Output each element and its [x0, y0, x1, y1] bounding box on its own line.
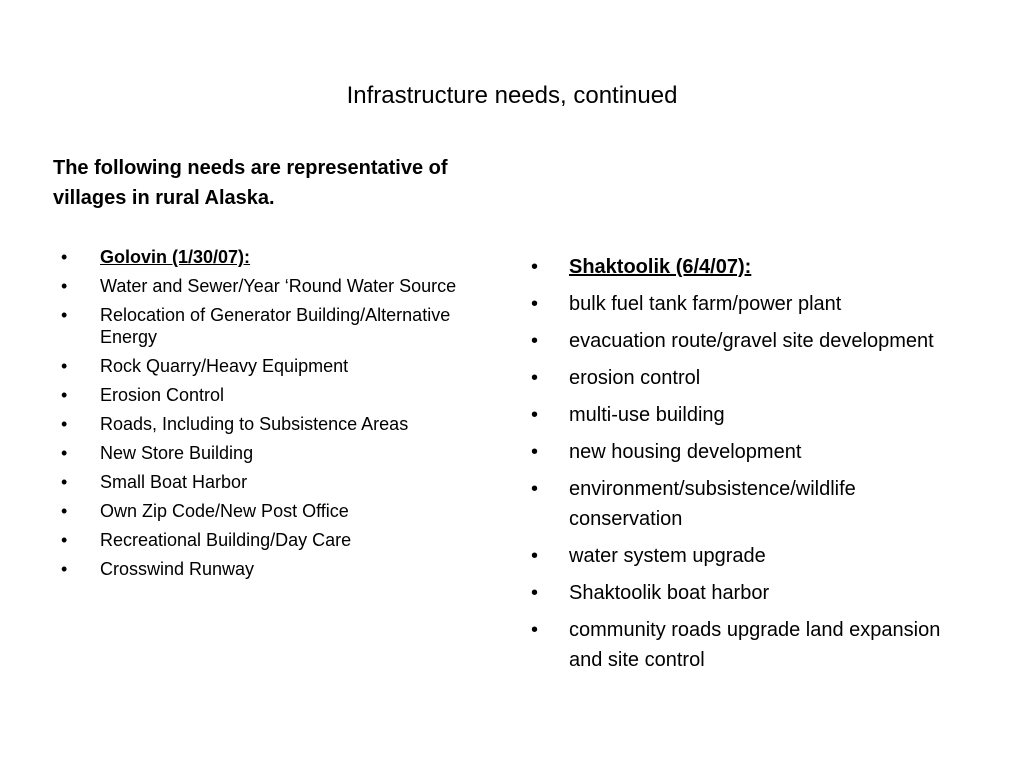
bullet-icon: •	[531, 256, 539, 278]
list-heading-golovin	[61, 246, 481, 268]
list-item-text: Shaktoolik boat harbor	[569, 582, 770, 604]
list-item	[61, 355, 481, 377]
list-item-text: evacuation route/gravel site development	[569, 330, 934, 352]
list-item	[531, 474, 941, 534]
bullet-icon: •	[61, 501, 68, 521]
bullet-icon: •	[531, 293, 539, 315]
list-item-text: Crosswind Runway	[100, 559, 255, 579]
intro-text: The following needs are representative of villages in rural Alaska.	[53, 157, 448, 209]
list-item	[61, 529, 481, 551]
list-item	[531, 578, 941, 608]
list-item-text: environment/subsistence/wildlife conservation	[569, 478, 856, 530]
list-item	[61, 304, 481, 348]
list-heading-text: Golovin (1/30/07):	[100, 247, 251, 267]
list-heading-text: Shaktoolik (6/4/07):	[569, 256, 752, 278]
list-item-text: Recreational Building/Day Care	[100, 530, 352, 550]
bullet-icon: •	[531, 441, 539, 463]
list-item	[531, 326, 941, 356]
bullet-icon: •	[531, 404, 539, 426]
list-item	[61, 413, 481, 435]
list-item-text: Water and Sewer/Year ‘Round Water Source	[100, 276, 457, 296]
bullet-icon: •	[61, 530, 68, 550]
bullet-icon: •	[531, 330, 539, 352]
golovin-needs-list	[61, 246, 481, 587]
bullet-icon: •	[61, 385, 68, 405]
list-item-text: Erosion Control	[100, 385, 225, 405]
shaktoolik-needs-list	[531, 252, 941, 682]
list-item-text: Relocation of Generator Building/Alternative Energy	[100, 305, 451, 347]
list-item	[531, 437, 941, 467]
bullet-icon: •	[531, 582, 539, 604]
list-item	[61, 500, 481, 522]
bullet-icon: •	[531, 545, 539, 567]
list-item	[61, 471, 481, 493]
bullet-icon: •	[61, 472, 68, 492]
bullet-icon: •	[61, 247, 68, 267]
slide-title: Infrastructure needs, continued	[346, 82, 678, 109]
list-item-text: new housing development	[569, 441, 802, 463]
list-item	[531, 541, 941, 571]
list-item-text: Roads, Including to Subsistence Areas	[100, 414, 409, 434]
list-item	[531, 400, 941, 430]
bullet-icon: •	[61, 356, 68, 376]
list-item-text: erosion control	[569, 367, 701, 389]
bullet-icon: •	[61, 443, 68, 463]
list-item	[61, 558, 481, 580]
bullet-icon: •	[531, 367, 539, 389]
list-item	[61, 442, 481, 464]
list-item	[531, 363, 941, 393]
list-item	[531, 289, 941, 319]
bullet-icon: •	[61, 559, 68, 579]
list-heading-shaktoolik	[531, 252, 941, 282]
list-item	[61, 384, 481, 406]
list-item-text: Own Zip Code/New Post Office	[100, 501, 349, 521]
bullet-icon: •	[61, 276, 68, 296]
bullet-icon: •	[531, 478, 539, 500]
bullet-icon: •	[531, 619, 539, 641]
list-item-text: Small Boat Harbor	[100, 472, 248, 492]
list-item-text: multi-use building	[569, 404, 725, 426]
list-item-text: community roads upgrade land expansion and site control	[569, 619, 941, 671]
list-item-text: bulk fuel tank farm/power plant	[569, 293, 842, 315]
list-item	[531, 615, 941, 675]
list-item-text: New Store Building	[100, 443, 254, 463]
list-item-text: water system upgrade	[569, 545, 766, 567]
list-item-text: Rock Quarry/Heavy Equipment	[100, 356, 349, 376]
bullet-icon: •	[61, 414, 68, 434]
list-item	[61, 275, 481, 297]
bullet-icon: •	[61, 305, 68, 325]
